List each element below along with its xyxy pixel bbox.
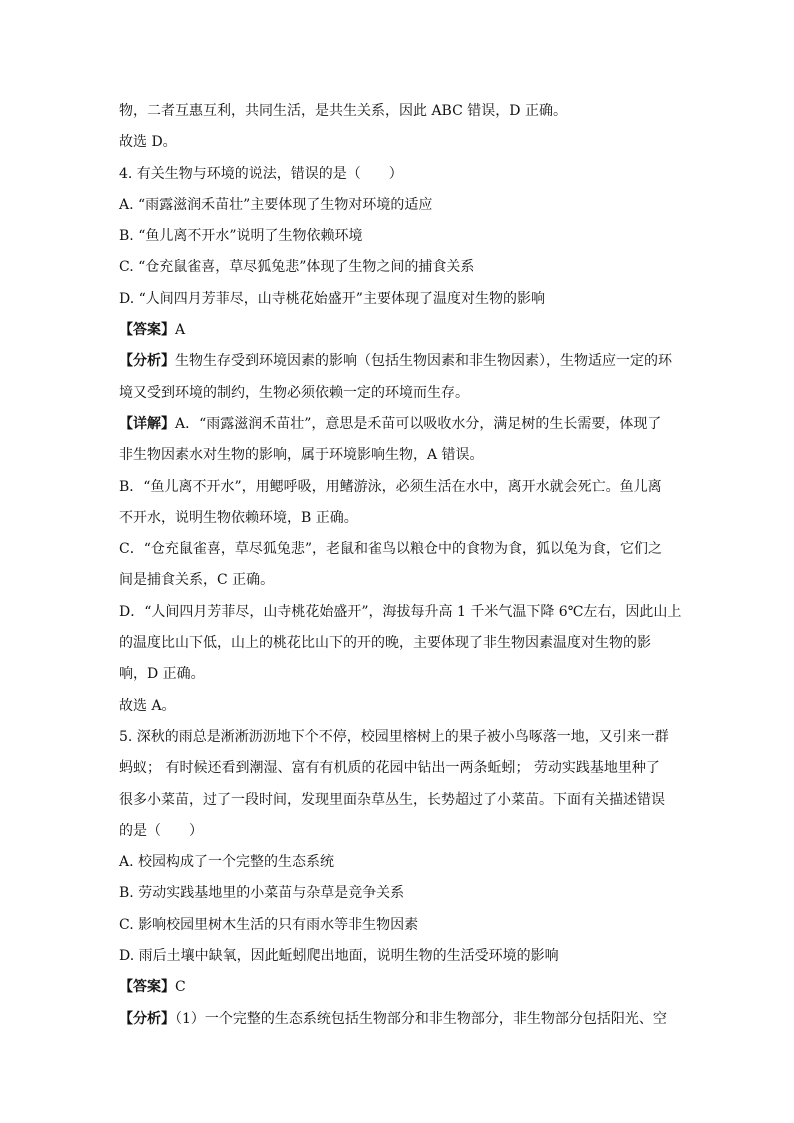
- line-text: 的温度比山下低，山上的桃花比山下的开的晚，主要体现了非生物因素温度对生物的影: [119, 635, 651, 652]
- line-text: 很多小菜苗，过了一段时间，发现里面杂草丛生，长势超过了小菜苗。下面有关描述错误: [119, 791, 665, 808]
- section-tag: 【详解】: [119, 415, 175, 432]
- text-line: [119, 440, 679, 471]
- line-text: 蚂蚁； 有时候还看到潮湿、富有有机质的花园中钻出一两条蚯蚓； 劳动实践基地里种了: [119, 760, 660, 777]
- line-text: 不开水，说明生物依赖环境，B 正确。: [119, 509, 358, 526]
- text-line: [119, 910, 679, 941]
- line-text: A. 校园构成了一个完整的生态系统: [119, 854, 335, 871]
- text-line: [119, 221, 679, 252]
- text-line: [119, 252, 679, 283]
- line-text: D．“人间四月芳菲尽，山寺桃花始盛开”，海拔每升高 1 千米气温下降 6℃左右，因此山上: [119, 603, 682, 620]
- text-line: [119, 659, 679, 690]
- line-text: 响，D 正确。: [119, 666, 205, 683]
- text-line: [119, 503, 679, 534]
- text-line: [119, 1004, 679, 1035]
- line-text: A: [175, 322, 186, 339]
- line-text: 生物生存受到环境因素的影响（包括生物因素和非生物因素），生物适应一定的环: [175, 353, 672, 370]
- line-text: A．“雨露滋润禾苗壮”，意思是禾苗可以吸收水分，满足树的生长需要，体现了: [175, 415, 662, 432]
- line-text: D. 雨后土壤中缺氧，因此蚯蚓爬出地面，说明生物的生活受环境的影响: [119, 948, 559, 965]
- line-text: 非生物因素水对生物的影响，属于环境影响生物，A 错误。: [119, 447, 484, 464]
- section-tag: 【答案】: [119, 322, 175, 339]
- text-line: [119, 127, 679, 158]
- text-line: [119, 96, 679, 127]
- text-line: [119, 472, 679, 503]
- text-line: [119, 346, 679, 377]
- line-text: 故选 D。: [119, 134, 177, 151]
- line-text: A. “雨露滋润禾苗壮”主要体现了生物对环境的适应: [119, 196, 433, 213]
- text-line: [119, 190, 679, 221]
- text-line: [119, 284, 679, 315]
- text-line: [119, 565, 679, 596]
- line-text: D. “人间四月芳菲尽，山寺桃花始盛开”主要体现了温度对生物的影响: [119, 290, 545, 307]
- text-line: [119, 847, 679, 878]
- section-tag: 【分析】: [119, 353, 175, 370]
- line-text: 境又受到环境的制约，生物必须依赖一定的环境而生存。: [119, 384, 469, 401]
- line-text: 4. 有关生物与环境的说法，错误的是（ ）: [119, 165, 403, 182]
- text-line: [119, 753, 679, 784]
- text-line: [119, 722, 679, 753]
- line-text: 故选 A。: [119, 697, 176, 714]
- line-text: C. “仓充鼠雀喜，草尽狐兔悲”体现了生物之间的捕食关系: [119, 259, 475, 276]
- line-text: B. “鱼儿离不开水”说明了生物依赖环境: [119, 228, 363, 245]
- line-text: C: [175, 979, 186, 996]
- document-body: [119, 96, 682, 1035]
- text-line: [119, 878, 679, 909]
- text-line: [119, 941, 679, 972]
- text-line: [119, 409, 679, 440]
- line-text: C．“仓充鼠雀喜，草尽狐兔悲”，老鼠和雀鸟以粮仓中的食物为食，狐以兔为食，它们之: [119, 541, 663, 558]
- text-line: [119, 816, 679, 847]
- line-text: B. 劳动实践基地里的小菜苗与杂草是竞争关系: [119, 885, 405, 902]
- section-tag: 【答案】: [119, 979, 175, 996]
- text-line: [119, 691, 679, 722]
- text-line: [119, 597, 682, 628]
- text-line: [119, 159, 679, 190]
- line-text: 物，二者互惠互利，共同生活，是共生关系，因此 ABC 错误，D 正确。: [119, 103, 567, 119]
- line-text: 间是捕食关系，C 正确。: [119, 572, 275, 589]
- line-text: 的是（ ）: [119, 822, 203, 839]
- line-text: B．“鱼儿离不开水”，用鳃呼吸，用鳍游泳，必须生活在水中，离开水就会死亡。鱼儿离: [119, 478, 662, 495]
- text-line: [119, 785, 679, 816]
- line-text: 5. 深秋的雨总是淅淅沥沥地下个不停，校园里榕树上的果子被小鸟啄落一地，又引来一群: [119, 728, 669, 745]
- text-line: [119, 534, 679, 565]
- text-line: [119, 378, 679, 409]
- line-text: C. 影响校园里树木生活的只有雨水等非生物因素: [119, 916, 419, 933]
- text-line: [119, 628, 679, 659]
- line-text: （1）一个完整的生态系统包括生物部分和非生物部分，非生物部分包括阳光、空: [175, 1010, 667, 1027]
- section-tag: 【分析】: [119, 1010, 175, 1027]
- text-line: [119, 315, 679, 346]
- text-line: [119, 972, 679, 1003]
